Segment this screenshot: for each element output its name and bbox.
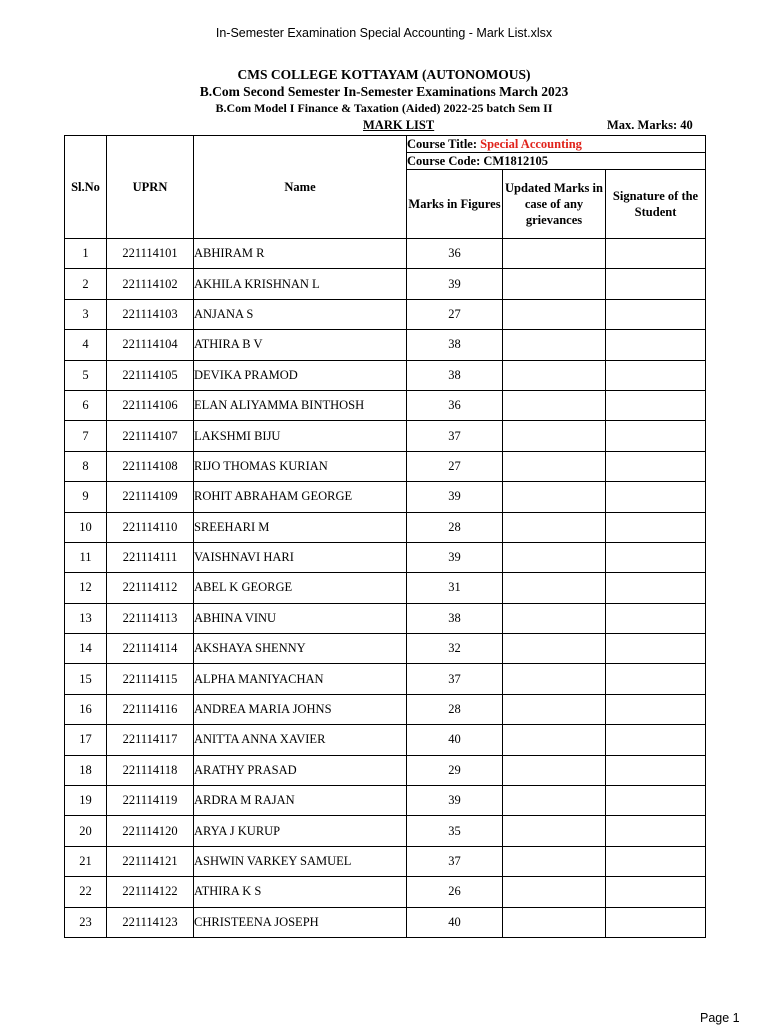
table-row (65, 390, 706, 420)
row-uprn: 221114106 (107, 390, 194, 420)
row-updated-marks (503, 451, 606, 481)
row-name: ANITTA ANNA XAVIER (194, 725, 407, 755)
row-sl-no: 22 (65, 877, 107, 907)
row-sl-no: 6 (65, 390, 107, 420)
row-updated-marks (503, 269, 606, 299)
row-updated-marks (503, 846, 606, 876)
row-signature (606, 299, 706, 329)
row-sl-no: 17 (65, 725, 107, 755)
table-row (65, 786, 706, 816)
row-sl-no: 3 (65, 299, 107, 329)
table-row (65, 330, 706, 360)
row-sl-no: 9 (65, 482, 107, 512)
row-marks: 39 (407, 786, 503, 816)
row-signature (606, 512, 706, 542)
header-updated-marks: Updated Marks in case of any grievances (503, 170, 606, 239)
row-marks: 36 (407, 390, 503, 420)
row-uprn: 221114110 (107, 512, 194, 542)
row-updated-marks (503, 755, 606, 785)
row-marks: 37 (407, 846, 503, 876)
row-sl-no: 20 (65, 816, 107, 846)
row-uprn: 221114114 (107, 634, 194, 664)
row-marks: 32 (407, 634, 503, 664)
row-marks: 35 (407, 816, 503, 846)
row-name: AKSHAYA SHENNY (194, 634, 407, 664)
course-title-label: Course Title: (407, 136, 478, 151)
row-updated-marks (503, 634, 606, 664)
row-sl-no: 15 (65, 664, 107, 694)
row-uprn: 221114123 (107, 907, 194, 937)
title-block (0, 66, 768, 117)
row-signature (606, 573, 706, 603)
row-sl-no: 23 (65, 907, 107, 937)
row-updated-marks (503, 421, 606, 451)
row-uprn: 221114111 (107, 542, 194, 572)
row-name: ABEL K GEORGE (194, 573, 407, 603)
table-row (65, 573, 706, 603)
row-marks: 39 (407, 542, 503, 572)
course-title-cell (407, 136, 706, 153)
row-signature (606, 846, 706, 876)
exam-title: B.Com Second Semester In-Semester Examinations March 2023 (199, 84, 569, 99)
row-signature (606, 907, 706, 937)
row-sl-no: 2 (65, 269, 107, 299)
row-sl-no: 4 (65, 330, 107, 360)
row-uprn: 221114120 (107, 816, 194, 846)
row-sl-no: 19 (65, 786, 107, 816)
row-updated-marks (503, 542, 606, 572)
table-row (65, 360, 706, 390)
row-uprn: 221114115 (107, 664, 194, 694)
row-signature (606, 330, 706, 360)
header-sl-no: Sl.No (65, 136, 107, 239)
row-uprn: 221114101 (107, 239, 194, 269)
row-name: ROHIT ABRAHAM GEORGE (194, 482, 407, 512)
row-sl-no: 12 (65, 573, 107, 603)
file-header: In-Semester Examination Special Accounting - Mark List.xlsx (215, 26, 553, 40)
row-uprn: 221114104 (107, 330, 194, 360)
row-updated-marks (503, 360, 606, 390)
row-updated-marks (503, 482, 606, 512)
row-marks: 38 (407, 603, 503, 633)
row-uprn: 221114113 (107, 603, 194, 633)
row-name: ASHWIN VARKEY SAMUEL (194, 846, 407, 876)
row-updated-marks (503, 390, 606, 420)
row-marks: 38 (407, 360, 503, 390)
row-name: LAKSHMI BIJU (194, 421, 407, 451)
row-marks: 39 (407, 269, 503, 299)
course-code-value: CM1812105 (483, 153, 548, 168)
table-row (65, 482, 706, 512)
row-sl-no: 16 (65, 694, 107, 724)
row-updated-marks (503, 725, 606, 755)
row-signature (606, 634, 706, 664)
table-row (65, 755, 706, 785)
header-uprn: UPRN (107, 136, 194, 239)
row-updated-marks (503, 907, 606, 937)
row-sl-no: 14 (65, 634, 107, 664)
row-uprn: 221114118 (107, 755, 194, 785)
college-title: CMS COLLEGE KOTTAYAM (AUTONOMOUS) (237, 67, 531, 82)
row-uprn: 221114105 (107, 360, 194, 390)
table-row (65, 451, 706, 481)
row-updated-marks (503, 330, 606, 360)
row-marks: 27 (407, 299, 503, 329)
table-row (65, 421, 706, 451)
row-sl-no: 10 (65, 512, 107, 542)
row-signature (606, 877, 706, 907)
row-sl-no: 7 (65, 421, 107, 451)
row-uprn: 221114117 (107, 725, 194, 755)
row-updated-marks (503, 877, 606, 907)
row-sl-no: 18 (65, 755, 107, 785)
row-name: ALPHA MANIYACHAN (194, 664, 407, 694)
course-code-label: Course Code: (407, 153, 481, 168)
table-row (65, 846, 706, 876)
table-row (65, 694, 706, 724)
row-uprn: 221114109 (107, 482, 194, 512)
mark-list-table (64, 135, 706, 938)
batch-title: B.Com Model I Finance & Taxation (Aided) 2022-25 batch Sem II (215, 101, 553, 115)
row-signature (606, 239, 706, 269)
row-signature (606, 451, 706, 481)
row-updated-marks (503, 603, 606, 633)
row-signature (606, 360, 706, 390)
header-name: Name (194, 136, 407, 239)
row-name: ARDRA M RAJAN (194, 786, 407, 816)
row-updated-marks (503, 786, 606, 816)
row-updated-marks (503, 512, 606, 542)
header-signature: Signature of the Student (606, 170, 706, 239)
table-row (65, 816, 706, 846)
max-marks: Max. Marks: 40 (607, 118, 693, 132)
row-uprn: 221114107 (107, 421, 194, 451)
row-name: ATHIRA K S (194, 877, 407, 907)
table-row (65, 664, 706, 694)
row-updated-marks (503, 816, 606, 846)
row-marks: 40 (407, 907, 503, 937)
row-marks: 28 (407, 694, 503, 724)
table-row (65, 725, 706, 755)
row-sl-no: 13 (65, 603, 107, 633)
row-signature (606, 421, 706, 451)
row-uprn: 221114112 (107, 573, 194, 603)
row-marks: 29 (407, 755, 503, 785)
table-row (65, 877, 706, 907)
row-marks: 37 (407, 421, 503, 451)
row-name: RIJO THOMAS KURIAN (194, 451, 407, 481)
table-row (65, 542, 706, 572)
page-number: Page 1 (700, 1011, 740, 1025)
row-marks: 36 (407, 239, 503, 269)
row-updated-marks (503, 299, 606, 329)
row-signature (606, 786, 706, 816)
header-marks: Marks in Figures (407, 170, 503, 239)
row-marks: 38 (407, 330, 503, 360)
row-marks: 31 (407, 573, 503, 603)
row-name: ELAN ALIYAMMA BINTHOSH (194, 390, 407, 420)
row-signature (606, 269, 706, 299)
row-updated-marks (503, 694, 606, 724)
row-name: VAISHNAVI HARI (194, 542, 407, 572)
row-sl-no: 8 (65, 451, 107, 481)
row-name: ATHIRA B V (194, 330, 407, 360)
course-code-cell (407, 153, 706, 170)
table-row (65, 512, 706, 542)
row-sl-no: 5 (65, 360, 107, 390)
row-signature (606, 482, 706, 512)
row-signature (606, 725, 706, 755)
row-marks: 39 (407, 482, 503, 512)
row-signature (606, 816, 706, 846)
row-updated-marks (503, 664, 606, 694)
row-sl-no: 11 (65, 542, 107, 572)
table-row (65, 299, 706, 329)
course-title-value: Special Accounting (480, 136, 582, 151)
row-signature (606, 390, 706, 420)
row-name: ANDREA MARIA JOHNS (194, 694, 407, 724)
table-row (65, 907, 706, 937)
row-signature (606, 542, 706, 572)
row-name: DEVIKA PRAMOD (194, 360, 407, 390)
row-uprn: 221114122 (107, 877, 194, 907)
row-marks: 27 (407, 451, 503, 481)
row-updated-marks (503, 573, 606, 603)
row-name: ARYA J KURUP (194, 816, 407, 846)
row-sl-no: 1 (65, 239, 107, 269)
table-row (65, 269, 706, 299)
row-name: ARATHY PRASAD (194, 755, 407, 785)
row-signature (606, 664, 706, 694)
row-uprn: 221114103 (107, 299, 194, 329)
row-signature (606, 603, 706, 633)
row-name: ANJANA S (194, 299, 407, 329)
row-signature (606, 694, 706, 724)
row-sl-no: 21 (65, 846, 107, 876)
row-uprn: 221114121 (107, 846, 194, 876)
row-updated-marks (503, 239, 606, 269)
row-uprn: 221114102 (107, 269, 194, 299)
row-name: CHRISTEENA JOSEPH (194, 907, 407, 937)
row-signature (606, 755, 706, 785)
row-uprn: 221114108 (107, 451, 194, 481)
row-name: SREEHARI M (194, 512, 407, 542)
student-rows (65, 239, 706, 938)
table-row (65, 603, 706, 633)
row-marks: 28 (407, 512, 503, 542)
row-marks: 26 (407, 877, 503, 907)
row-name: ABHIRAM R (194, 239, 407, 269)
row-marks: 37 (407, 664, 503, 694)
row-marks: 40 (407, 725, 503, 755)
row-name: AKHILA KRISHNAN L (194, 269, 407, 299)
table-row (65, 239, 706, 269)
table-row (65, 634, 706, 664)
mark-list-label: MARK LIST (363, 118, 435, 132)
row-name: ABHINA VINU (194, 603, 407, 633)
row-uprn: 221114116 (107, 694, 194, 724)
row-uprn: 221114119 (107, 786, 194, 816)
